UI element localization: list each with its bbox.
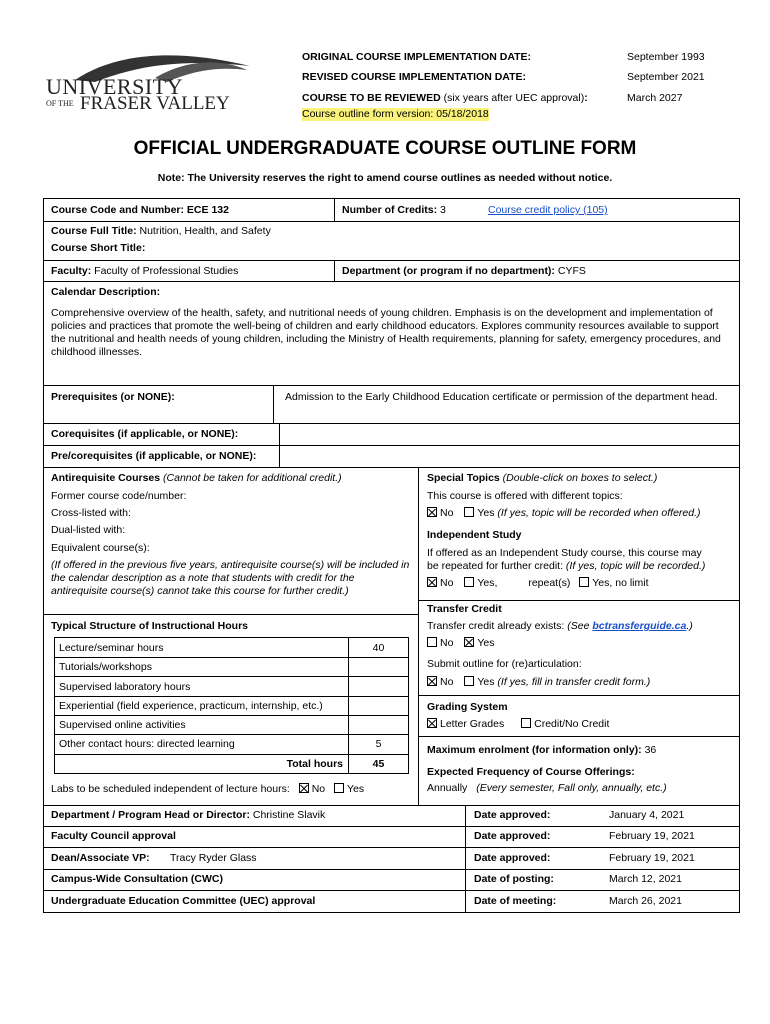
antirequisite-heading xyxy=(51,472,342,485)
approval-label: Undergraduate Education Committee (UEC) approval xyxy=(51,895,316,907)
approval-label: Department / Program Head or Director: xyxy=(51,809,250,821)
credit-no-credit-checkbox[interactable] xyxy=(521,718,531,728)
review-date-value: March 2027 xyxy=(627,92,683,104)
special-topics-note: (Double-click on boxes to select.) xyxy=(499,472,658,484)
special-no-checkbox[interactable] xyxy=(427,507,437,517)
hours-value-lecture: 40 xyxy=(372,642,385,654)
form-note: Note: The University reserves the right to amend course outlines as needed without notice. xyxy=(157,172,613,184)
credit-policy-link[interactable]: Course credit policy (105) xyxy=(488,204,608,216)
credits-value: 3 xyxy=(437,204,446,216)
independent-no-limit-label: Yes, no limit xyxy=(592,577,649,589)
hours-value-other: 5 xyxy=(375,738,382,750)
department-line xyxy=(342,265,586,278)
articulation-no-label: No xyxy=(440,676,454,688)
articulation-no-checkbox[interactable] xyxy=(427,676,437,686)
independent-yes-checkbox[interactable] xyxy=(464,577,474,587)
transfer-credit-label: Transfer Credit xyxy=(427,603,502,615)
hours-row-lecture: Lecture/seminar hours xyxy=(59,642,164,654)
transfer-yes-checkbox[interactable] xyxy=(464,637,474,647)
max-enrolment-label: Maximum enrolment (for information only): xyxy=(427,744,642,756)
labs-no-label: No xyxy=(311,783,326,795)
independent-yes-label: Yes, xyxy=(477,577,498,589)
grading-options xyxy=(427,718,609,731)
special-yes-checkbox[interactable] xyxy=(464,507,474,517)
antirequisite-label: Antirequisite Courses xyxy=(51,472,161,484)
transfer-yes-label: Yes xyxy=(477,637,495,649)
revised-date-label: REVISED COURSE IMPLEMENTATION DATE: xyxy=(302,71,527,83)
special-topics-label: Special Topics xyxy=(427,472,500,484)
corequisites-label: Corequisites (if applicable, or NONE): xyxy=(51,428,239,440)
independent-study-options xyxy=(427,577,649,590)
transfer-exists-options xyxy=(427,637,495,650)
revised-date-value: September 2021 xyxy=(627,71,705,83)
approval-date: February 19, 2021 xyxy=(609,852,695,864)
dual-listed-label: Dual-listed with: xyxy=(51,524,126,536)
original-date-label: ORIGINAL COURSE IMPLEMENTATION DATE: xyxy=(302,51,532,63)
approval-date: January 4, 2021 xyxy=(609,809,685,821)
transfer-submit-options xyxy=(427,676,650,689)
review-date-line xyxy=(302,92,588,105)
logo-university-text: UNIVERSITY xyxy=(46,74,183,99)
articulation-yes-note: (If yes, fill in transfer credit form.) xyxy=(494,676,651,688)
hours-row-lab: Supervised laboratory hours xyxy=(59,681,191,693)
frequency-note: (Every semester, Fall only, annually, etc.) xyxy=(476,782,667,794)
approval-label: Campus-Wide Consultation (CWC) xyxy=(51,873,223,885)
approval-date-label: Date approved: xyxy=(474,830,551,842)
labs-yes-checkbox[interactable] xyxy=(334,783,344,793)
structure-label: Typical Structure of Instructional Hours xyxy=(51,620,248,632)
faculty-label: Faculty: xyxy=(51,265,92,277)
labs-label: Labs to be scheduled independent of lecture hours: xyxy=(51,783,290,795)
course-code: Course Code and Number: ECE 132 xyxy=(51,204,229,216)
approval-date: February 19, 2021 xyxy=(609,830,695,842)
bctransferguide-link[interactable]: bctransferguide.ca xyxy=(592,620,687,632)
logo-of-the-text: OF THE xyxy=(46,99,74,108)
faculty-line xyxy=(51,265,238,278)
independent-text2-note: (If yes, topic will be recorded.) xyxy=(565,560,706,572)
hours-row-other: Other contact hours: directed learning xyxy=(59,738,235,750)
total-hours-value: 45 xyxy=(372,758,385,770)
approval-label: Dean/Associate VP: xyxy=(51,852,150,864)
prerequisites-label: Prerequisites (or NONE): xyxy=(51,391,175,403)
special-topics-text: This course is offered with different topics: xyxy=(427,490,623,502)
review-note: (six years after UEC approval) xyxy=(440,92,585,104)
approval-date-label: Date of posting: xyxy=(474,873,554,885)
approval-date-label: Date of meeting: xyxy=(474,895,557,907)
antirequisite-italic-note: (If offered in the previous five years, antirequisite course(s) will be included in the calendar description as a note that students with credit for the antirequisite course(s) cannot take this course for further credit.) xyxy=(51,559,410,597)
full-title-value: Nutrition, Health, and Safety xyxy=(136,225,271,237)
transfer-see: (See xyxy=(567,620,593,632)
frequency-value: Annually xyxy=(427,782,468,794)
independent-no-label: No xyxy=(440,577,454,589)
labs-line xyxy=(51,783,364,796)
transfer-no-label: No xyxy=(440,637,454,649)
equivalent-courses-label: Equivalent course(s): xyxy=(51,542,150,554)
independent-study-label: Independent Study xyxy=(427,529,522,541)
labs-no-checkbox[interactable] xyxy=(299,783,309,793)
credits-line xyxy=(342,204,446,217)
transfer-exists-line xyxy=(427,620,693,633)
form-version: Course outline form version: 05/18/2018 xyxy=(302,108,489,120)
independent-study-text1: If offered as an Independent Study course, this course may xyxy=(427,547,702,559)
hours-row-online: Supervised online activities xyxy=(59,719,186,731)
form-title: OFFICIAL UNDERGRADUATE COURSE OUTLINE FORM xyxy=(133,138,637,159)
grading-system-label: Grading System xyxy=(427,701,508,713)
cross-listed-label: Cross-listed with: xyxy=(51,507,131,519)
transfer-submit-label: Submit outline for (re)articulation: xyxy=(427,658,582,670)
review-label: COURSE TO BE REVIEWED xyxy=(302,92,441,104)
review-colon: : xyxy=(584,92,588,104)
special-topics-options xyxy=(427,507,701,520)
full-title-line xyxy=(51,225,271,238)
independent-no-checkbox[interactable] xyxy=(427,577,437,587)
calendar-label: Calendar Description: xyxy=(51,286,161,298)
original-date-value: September 1993 xyxy=(627,51,705,63)
prerequisites-value: Admission to the Early Childhood Education certificate or permission of the department head. xyxy=(285,391,718,403)
approval-row-dept xyxy=(51,809,325,822)
letter-grades-checkbox[interactable] xyxy=(427,718,437,728)
independent-text2-main: be repeated for further credit: xyxy=(427,560,566,572)
approval-date-label: Date approved: xyxy=(474,809,551,821)
credits-label: Number of Credits: xyxy=(342,204,438,216)
department-label: Department (or program if no department): xyxy=(342,265,555,277)
independent-no-limit-checkbox[interactable] xyxy=(579,577,589,587)
approval-date: March 26, 2021 xyxy=(609,895,682,907)
credit-no-credit-label: Credit/No Credit xyxy=(534,718,610,730)
max-enrolment-value: 36 xyxy=(641,744,657,756)
transfer-see-end: .) xyxy=(686,620,693,632)
transfer-exists-label: Transfer credit already exists: xyxy=(427,620,568,632)
articulation-yes-label: Yes xyxy=(477,676,495,688)
labs-yes-label: Yes xyxy=(347,783,365,795)
antirequisite-note: (Cannot be taken for additional credit.) xyxy=(160,472,342,484)
special-no-label: No xyxy=(440,507,454,519)
faculty-value: Faculty of Professional Studies xyxy=(91,265,239,277)
independent-repeats-label: repeat(s) xyxy=(528,577,571,589)
approval-value: Christine Slavik xyxy=(249,809,326,821)
approval-label: Faculty Council approval xyxy=(51,830,176,842)
short-title-label: Course Short Title: xyxy=(51,242,146,254)
special-topics-heading xyxy=(427,472,657,485)
independent-study-text2 xyxy=(427,560,705,573)
full-title-label: Course Full Title: xyxy=(51,225,137,237)
transfer-no-checkbox[interactable] xyxy=(427,637,437,647)
pre-corequisites-label: Pre/corequisites (if applicable, or NONE): xyxy=(51,450,257,462)
special-yes-note: (If yes, topic will be recorded when offered.) xyxy=(494,507,701,519)
max-enrolment-line xyxy=(427,744,656,757)
special-yes-label: Yes xyxy=(477,507,495,519)
frequency-label: Expected Frequency of Course Offerings: xyxy=(427,766,635,778)
total-hours-label: Total hours xyxy=(286,758,343,770)
articulation-yes-checkbox[interactable] xyxy=(464,676,474,686)
former-course-label: Former course code/number: xyxy=(51,490,187,502)
logo-fraser-valley-text: FRASER VALLEY xyxy=(80,93,230,114)
hours-row-experiential: Experiential (field experience, practicum, internship, etc.) xyxy=(59,700,323,712)
approval-date: March 12, 2021 xyxy=(609,873,682,885)
approval-value: Tracy Ryder Glass xyxy=(170,852,257,864)
letter-grades-label: Letter Grades xyxy=(440,718,505,730)
hours-row-tutorials: Tutorials/workshops xyxy=(59,661,152,673)
approval-date-label: Date approved: xyxy=(474,852,551,864)
calendar-description: Comprehensive overview of the health, safety, and nutritional needs of young children. Emphasis is on the development and implementation of policies and practices that promote the well-being of children and early childhood educators. Explores community resources available to support the nutritional and health needs of young children, including the Ministry of Health requirements, planning for safety, emergency procedures, and childhood illnesses. xyxy=(51,307,721,358)
frequency-line xyxy=(427,782,667,795)
department-value: CYFS xyxy=(554,265,586,277)
